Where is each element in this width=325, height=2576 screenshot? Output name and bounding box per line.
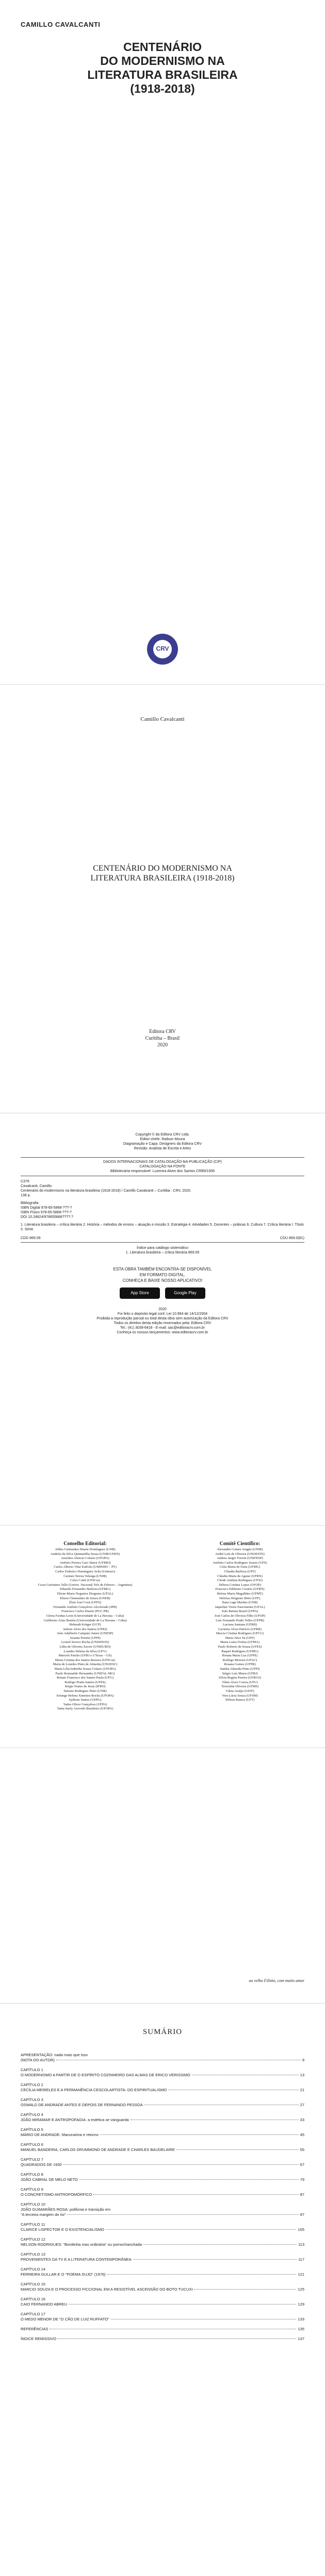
toc-entry-title: O MEDO MENOR DE "O CÃO DE LUIZ RUFFATO" [21, 2317, 109, 2321]
toc-page-number: 135 [298, 2327, 304, 2331]
board-member: João Adalberto Campato Junior (UNESP) [57, 1632, 113, 1636]
board-member: Marcelo Paixão (UFRJ e UTexas – US) [58, 1654, 112, 1658]
board-member: Renata Maria Luz (UFPE) [222, 1654, 258, 1658]
toc-entry[interactable] [21, 2267, 304, 2277]
board-member: Cesar Gerónimo Tello (Univer. Nacional Três de Febrero – Argentina) [38, 1583, 133, 1587]
board-member: Elione Maria Nogueira Diogenes (UFAL) [57, 1591, 113, 1596]
toc-chapter-label: CAPÍTULO 11 [21, 2222, 45, 2227]
copyright-line: Diagramação e Capa: Designers da Editora CRV [123, 1142, 202, 1146]
summary-title: SUMÁRIO [142, 2028, 183, 2036]
toc-page-number: 105 [298, 2227, 304, 2232]
footer-line: Conheça os nossos lançamentos: www.editoracrv.com.br [117, 1331, 208, 1334]
board-member: Fernando Antônio Gonçalves Alcoforado (IPB) [53, 1605, 117, 1609]
summary-page [0, 2007, 325, 2576]
toc-entry-title: JOÃO CABRAL DE MELO NETO [21, 2177, 78, 2182]
board-member: Raquel Rodrigues (UFMG) [221, 1649, 258, 1653]
cover-title-line: CENTENÁRIO [123, 40, 202, 54]
toc-leader-dots [58, 2338, 296, 2339]
board-member: Helena Maria Magalhães (UFMT) [217, 1591, 263, 1596]
toc-entry-title: CLARICE LISPECTOR E O EXISTENCIALISMO [21, 2227, 104, 2232]
cover-title-line: LITERATURA BRASILEIRA [87, 68, 238, 81]
toc-chapter-label: CAPÍTULO 13 [21, 2252, 45, 2257]
board-member: Francisco Edileuno Cesário (UFRN) [215, 1587, 265, 1591]
footer-line: Tel.: (41) 3039-6418 - E-mail: sac@editoracrv.com.br [120, 1326, 205, 1330]
board-member: Maria de Lourdes Pinto de Almeida (UNOESC) [53, 1663, 118, 1667]
board-member: Andréia da Silva Quintanilha Sousa (UNIR/UFRN) [50, 1552, 120, 1556]
board-member: Andrea Jaeger Foresti (UNIFESP) [217, 1556, 263, 1561]
toc-chapter-label: CAPÍTULO 3 [21, 2097, 43, 2102]
toc-page-number: 133 [298, 2317, 304, 2321]
toc-entry-title: JOÃO MIRAMAR E ANTROPOFAGIA: a estética se vanguarda [21, 2117, 129, 2122]
toc-page-number: 113 [298, 2242, 304, 2247]
board-member: Lucineia Alves Patrício (UFRR) [218, 1627, 262, 1631]
toc-chapter-label: CAPÍTULO 10 [21, 2202, 45, 2207]
cover-title-line: DO MODERNISMO NA [100, 54, 225, 67]
cdu-code: CDU 869.0(81) [280, 1236, 304, 1240]
toc-page-number: 129 [298, 2302, 304, 2307]
half-title-line: LITERATURA BRASILEIRA (1918-2018) [90, 874, 235, 883]
toc-entry[interactable] [21, 2172, 304, 2182]
board-member: Heloísa Diógenes Brito (UFF) [219, 1596, 261, 1600]
board-member: Maria Cristina dos Santos Bezerra (UFSCar) [55, 1658, 116, 1662]
board-member: Carlos Alberto Vilar Estêvão (UMINHO – PT) [54, 1565, 117, 1569]
board-member: Jailson Alves dos Santos (UFRJ) [63, 1627, 107, 1631]
toc-chapter-label: CAPÍTULO 1 [21, 2067, 43, 2072]
toc-entry[interactable] [21, 2067, 304, 2078]
board-member: Aldira Guimarães Duarte Domínguez (UNB) [55, 1548, 116, 1551]
toc-chapter-label: CAPÍTULO 7 [21, 2157, 43, 2162]
board-member: Solange Helena Ximenes-Rocha (UFOPA) [56, 1693, 114, 1698]
toc-chapter-label: CAPÍTULO 2 [21, 2082, 43, 2087]
board-member: Sandra Almeida Pinto (UFPI) [220, 1667, 260, 1671]
toc-entry[interactable] [21, 2127, 304, 2138]
board-member: Guillermo Arias Beatón (Universidade de La Havana – Cuba) [43, 1618, 127, 1622]
board-member: Terezinha Oliveira (UFMS) [221, 1685, 259, 1689]
catalog-line: Cavalcanti, Camillo. [21, 1184, 53, 1188]
toc-leader-dots [133, 2259, 297, 2260]
toc-entry[interactable] [21, 2097, 304, 2108]
toc-entry-title: JOÃO GUIMARÃES ROSA: polifonia e transição em [21, 2207, 111, 2212]
toc-leader-dots [143, 2244, 297, 2245]
catalog-line: ISBN Físico 978-65-5868-???-? [21, 1211, 72, 1214]
board-member: Marcia Cristina Rodrigues (UFCG) [216, 1632, 264, 1636]
toc-leader-dots [100, 2134, 299, 2135]
catalog-line: Bibliografia [21, 1201, 39, 1205]
digital-notice-line: CONHEÇA E BAIXE NOSSO APLICATIVO! [122, 1278, 203, 1283]
catalog-line: DOI 10.24824/978655868????.? [21, 1215, 73, 1219]
board-member: Rodrigo Moreira (UFAC) [222, 1658, 257, 1662]
toc-entry[interactable] [21, 2187, 304, 2197]
catalog-line: C376 [21, 1180, 29, 1183]
toc-page-number: 27 [300, 2103, 304, 2107]
board-member: Celia Maria de Faria (UFMG) [219, 1565, 261, 1569]
toc-leader-dots [194, 2289, 296, 2290]
board-member: Cleide Antônia Rodrigues (UFSJ) [217, 1579, 263, 1583]
digital-notice-line: EM FORMATO DIGITAL. [139, 1273, 186, 1277]
half-title-author: Camillo Cavalcanti [140, 716, 185, 722]
toc-entry[interactable] [21, 2282, 304, 2292]
board-member: Vânia Araújo (UFJF) [225, 1689, 254, 1693]
half-title-publisher [0, 1028, 325, 1048]
footer-line: Foi feito o depósito legal conf. Lei 10.994 de 14/12/2004 [117, 1312, 208, 1316]
footer-line: Proibida a reprodução parcial ou total desta obra sem autorização da Editora CRV [96, 1317, 229, 1320]
toc-page-number: 45 [300, 2132, 304, 2137]
toc-page-number: 9 [302, 2058, 304, 2062]
scientific-board-list [175, 1548, 304, 1703]
toc-entry-title: OSWALD DE ANDRADE ANTES E DEPOIS DE FERNANDO PESSOA [21, 2103, 143, 2107]
toc-entry[interactable] [21, 2222, 304, 2232]
toc-entry-title: REFERÊNCIAS [21, 2327, 48, 2331]
toc-entry[interactable] [21, 2142, 304, 2153]
editorial-board-heading: Conselho Editorial: [63, 1541, 107, 1547]
board-member: Débora Cristina Lopez (UFOP) [219, 1583, 261, 1587]
cip-line: Bibliotecária responsável: Luzenira Alves dos Santos CRB9/1506 [110, 1170, 215, 1173]
store-buttons [21, 1287, 304, 1299]
board-member: Paulo Roberto de Souza (UFES) [218, 1645, 262, 1649]
board-member: Luciana Santana (UFRB) [222, 1623, 257, 1627]
page-separator [0, 2003, 325, 2004]
publisher-logo [147, 634, 178, 665]
toc-page-number: 137 [298, 2336, 304, 2341]
board-member: Maria Luíza Freitas (UFMA) [220, 1640, 259, 1645]
toc-entry-title: MARCIO SOUZA E O PROCESSO FICCIONAL EM A RESISTÍVEL ASCENSÃO DO BOTO TUCUXI [21, 2287, 193, 2292]
cip-line: CATALOGAÇÃO NA FONTE [139, 1165, 186, 1168]
footer-line: 2020 [158, 1308, 167, 1311]
board-member: Jaqueline Vieira Nascimento (UFAL) [215, 1605, 265, 1609]
board-page [0, 1528, 325, 1744]
board-member: Lourdes Helena da Silva (UFV) [63, 1649, 107, 1653]
legal-footer [21, 1307, 304, 1335]
toc-leader-dots [107, 2274, 297, 2275]
toc-entry[interactable] [21, 2202, 304, 2217]
toc-entry-title: ÍNDICE REMISSIVO [21, 2336, 57, 2341]
board-member: Anselmo Alencar Colares (UFOPA) [61, 1556, 109, 1561]
board-member: Elizeu Clementino de Souza (UNEB) [60, 1596, 110, 1600]
half-title-title [0, 863, 325, 883]
toc-chapter-label: CAPÍTULO 4 [21, 2112, 43, 2117]
cover-title-line: (1918-2018) [130, 82, 195, 95]
catalog-record [21, 1179, 304, 1255]
cover-page [0, 0, 325, 680]
board-member: Wilson Ramos (UFT) [225, 1698, 255, 1702]
dedication-page [0, 1752, 325, 1999]
publisher-name: Editora CRV [149, 1029, 176, 1035]
board-member: Eduardo Fernandes Barbosa (UFMG) [59, 1587, 111, 1591]
catalog-line: 1. Literatura brasileira – crítica literária 2. História – métodos de ensino – atuação e missão 3. Estratégia 4. Atividades 5. Docentes – práticas 6. Cultura 7. Crítica literária I. Título II. Série. [21, 1223, 304, 1231]
cover-title [0, 40, 325, 96]
board-member: Antônio Pereira Gaio Júnior (UFRRJ) [59, 1561, 111, 1565]
toc-chapter-label: CAPÍTULO 12 [21, 2237, 45, 2242]
toc-entry-title: NELSON RODRIGUES: "Bonitinha mas ordinária" ou pornochanchada [21, 2242, 142, 2247]
toc-page-number: 125 [298, 2287, 304, 2292]
copyright-line: Copyright © da Editora CRV Ltda. [135, 1133, 190, 1137]
toc-entry[interactable] [21, 2053, 304, 2063]
toc-entry-title: APRESENTAÇÃO: nada mais que isso [21, 2053, 88, 2057]
cip-box [21, 1157, 304, 1176]
toc-leader-dots [63, 2164, 299, 2165]
toc-chapter-label: CAPÍTULO 14 [21, 2267, 45, 2272]
toc-entry-subtitle: "A terceira margem do rio" [21, 2212, 66, 2217]
toc-leader-dots [176, 2149, 299, 2150]
scientific-board-heading: Comitê Científico: [219, 1541, 261, 1547]
editorial-board [21, 1540, 150, 1711]
toc-entry[interactable] [21, 2327, 304, 2332]
board-member: João Batista Brasil (UFPA) [221, 1609, 258, 1614]
toc-entry-title: O CONCRETISMO ANTROPOMÓRFICO [21, 2192, 92, 2197]
google-play-button[interactable]: Google Play [165, 1287, 205, 1299]
toc-entry-title: PROVENIENTES DA TV E A LITERATURA CONTEMPORÂNEA [21, 2257, 132, 2262]
editorial-board-list [21, 1548, 150, 1711]
catalog-line: Centenário do modernismo na literatura brasileira (1918-2018) / Camillo Cavalcanti – Curitiba : CRV, 2020. [21, 1189, 191, 1193]
toc-chapter-label: CAPÍTULO 5 [21, 2127, 43, 2132]
board-member: Sílvia Regina Pereira (UFRGS) [218, 1676, 262, 1680]
toc-chapter-label: CAPÍTULO 6 [21, 2142, 43, 2147]
toc-entry[interactable] [21, 2112, 304, 2123]
board-member: Élsio José Corá (UFFS) [69, 1601, 101, 1605]
board-member: Cláudia Barbosa (UFF) [224, 1569, 256, 1573]
copyright-line: Editor-chefe: Railson Moura [140, 1138, 185, 1141]
page-separator [0, 684, 325, 685]
index-title: Índice para catálogo sistemático [137, 1246, 188, 1250]
toc-page-number: 21 [300, 2088, 304, 2092]
toc-page-number: 55 [300, 2147, 304, 2152]
page-separator [0, 1525, 325, 1526]
toc-entry[interactable] [21, 2082, 304, 2093]
board-member: Rosana Gomes (UFPR) [224, 1663, 256, 1667]
board-member: Maria Alice Sá (UFF) [225, 1636, 255, 1640]
board-member: Sérgio Luís Matos (UFRJ) [222, 1671, 258, 1675]
toc-leader-dots [67, 2214, 298, 2215]
board-member: Simone Rodrigues Pinto (UNB) [63, 1689, 107, 1693]
publisher-city: Curitiba – Brasil [145, 1036, 180, 1041]
toc-chapter-label: CAPÍTULO 16 [21, 2297, 45, 2301]
toc-chapter-label: CAPÍTULO 8 [21, 2172, 43, 2177]
board-member: Maria Lília Imbiriba Sousa Colares (UFOPA) [54, 1667, 116, 1671]
cdd-code: CDD 869.09 [21, 1236, 41, 1240]
board-member: Renato Francisco dos Santos Paula (UFG) [57, 1676, 113, 1680]
board-member: Alexandre Gomes Aragão (UNIR) [217, 1548, 263, 1551]
board-member: Josania Portela (UFPI) [70, 1636, 101, 1640]
toc-page-number: 97 [300, 2212, 304, 2217]
board-member: Francisco Carlos Duarte (PUC-PR) [61, 1609, 109, 1614]
copyright-line: Revisão: Analista de Escrita e Artes [134, 1147, 191, 1150]
board-member: Ilana Lage Martins (UNB) [222, 1601, 258, 1605]
board-member: Carmen Tereza Velanga (UNIR) [63, 1574, 107, 1578]
classification-row [21, 1236, 304, 1243]
toc-page-number: 33 [300, 2117, 304, 2122]
board-member: Cláudia Maria de Aguiar (UFRN) [217, 1574, 263, 1578]
toc-entry[interactable] [21, 2157, 304, 2167]
publisher-year: 2020 [157, 1042, 168, 1048]
toc-entry-title: QUADRADOS DE 1930 [21, 2162, 62, 2167]
board-member: Helmuth Krüger (UCP) [69, 1623, 101, 1627]
toc-leader-dots [106, 2229, 296, 2230]
board-member: José Carlos de Oliveira Filho (UFOP) [214, 1614, 266, 1618]
half-title-line: CENTENÁRIO DO MODERNISMO NA [93, 864, 232, 873]
board-member: Rodrigo Pratte-Santos (UFES) [64, 1680, 106, 1684]
toc-page-number: 87 [300, 2192, 304, 2197]
cover-author: CAMILLO CAVALCANTI [21, 21, 101, 28]
index-line: 1. Literatura brasileira – crítica literária 869.09 [125, 1251, 200, 1255]
board-member: André Luís de Oliveira (UNOESTE) [215, 1552, 265, 1556]
half-title-page [0, 688, 325, 1106]
toc-entry-title: FERREIRA GULLAR E O "POEMA SUJO" (1976) [21, 2272, 106, 2277]
toc-entry-title: MANUEL BANDEIRA, CARLOS DRUMMOND DE ANDRADE E CHARLES BAUDELAIRE [21, 2147, 175, 2152]
board-member: Luís Fernando Prado Telles (UFPB) [216, 1618, 264, 1622]
board-member: Vera Lúcia Souza (UFSM) [222, 1693, 258, 1698]
board-member: Carlos Federico Domínguez Avila (Unieuro) [55, 1569, 115, 1573]
board-member: Paulo Romualdo Hernandes (UNIFAL-MG) [55, 1671, 115, 1675]
toc-page-number: 117 [298, 2257, 304, 2262]
toc-page-number: 67 [300, 2162, 304, 2167]
dedication-text: ao velho Filinto, com muito amor [249, 1978, 304, 1983]
board-member: Lídia de Oliveira Xavier (UNIEURO) [59, 1645, 111, 1649]
board-member: Gloria Fariñas León (Universidade de La Havana – Cuba) [46, 1614, 124, 1618]
footer-line: Todos os direitos desta edição reservados pela: Editora CRV [113, 1321, 212, 1325]
scientific-board [175, 1540, 304, 1703]
board-member: Sydione Santos (UEPG) [69, 1698, 102, 1702]
toc-entry-title: CAIO FERNANDO ABREU [21, 2302, 68, 2307]
toc-entry-title: MÁRIO DE ANDRADE: Macunaíma e retorno [21, 2132, 99, 2137]
app-store-button[interactable]: App Store [120, 1287, 160, 1299]
digital-notice [21, 1266, 304, 1283]
toc-entry-subtitle: (NOTA DO AUTOR) [21, 2058, 55, 2062]
digital-notice-line: ESTA OBRA TAMBÉM ENCONTRA-SE DISPONÍVEL [113, 1267, 212, 1272]
copyright-header [21, 1132, 304, 1151]
table-of-contents [21, 2053, 304, 2346]
catalog-line: ISBN Digital 978-65-5868-???-? [21, 1206, 72, 1210]
toc-leader-dots [93, 2194, 298, 2195]
toc-entry[interactable] [21, 2297, 304, 2307]
toc-page-number: 79 [300, 2177, 304, 2182]
board-member: Tania Suely Azevedo Brasileiro (UFOPA) [57, 1707, 113, 1711]
toc-chapter-label: CAPÍTULO 15 [21, 2282, 45, 2286]
toc-entry[interactable] [21, 2252, 304, 2262]
toc-page-number: 121 [298, 2272, 304, 2277]
toc-entry[interactable] [21, 2312, 304, 2322]
board-member: Sérgio Nunes de Jesus (IFRO) [64, 1685, 106, 1689]
logo-text: CRV [156, 645, 169, 652]
toc-page-number: 13 [300, 2073, 304, 2077]
cip-line: DADOS INTERNACIONAIS DE CATALOGAÇÃO-NA-PUBLICAÇÃO (CIP) [103, 1160, 222, 1164]
toc-chapter-label: CAPÍTULO 17 [21, 2312, 45, 2316]
catalog-line: 138 p. [21, 1194, 31, 1197]
toc-entry[interactable] [21, 2237, 304, 2247]
board-member: Tânia Alves Correa (UFU) [222, 1680, 258, 1684]
board-member: Celso Conti (UFSCar) [70, 1579, 101, 1583]
toc-entry-title: CECÍLIA MEIRELES E A PERMANÊNCIA CESCOLARTISTA: DO ESPIRITUALISMO [21, 2088, 167, 2092]
board-member: Tadeu Oliver Gonçalves (UFPA) [63, 1702, 107, 1706]
toc-leader-dots [79, 2179, 299, 2180]
board-member: Antônio Carlos Rodrigues Soares (UFS) [213, 1561, 267, 1565]
toc-chapter-label: CAPÍTULO 9 [21, 2187, 43, 2192]
board-member: Leonel Severo Rocha (UNISINOS) [61, 1640, 109, 1645]
toc-entry-title: O MODERNISMO A PARTIR DE O ESPÍRITO COZINHEIRO DAS ALMAS DE ERICO VERISSIMO [21, 2073, 190, 2077]
toc-entry[interactable] [21, 2336, 304, 2342]
